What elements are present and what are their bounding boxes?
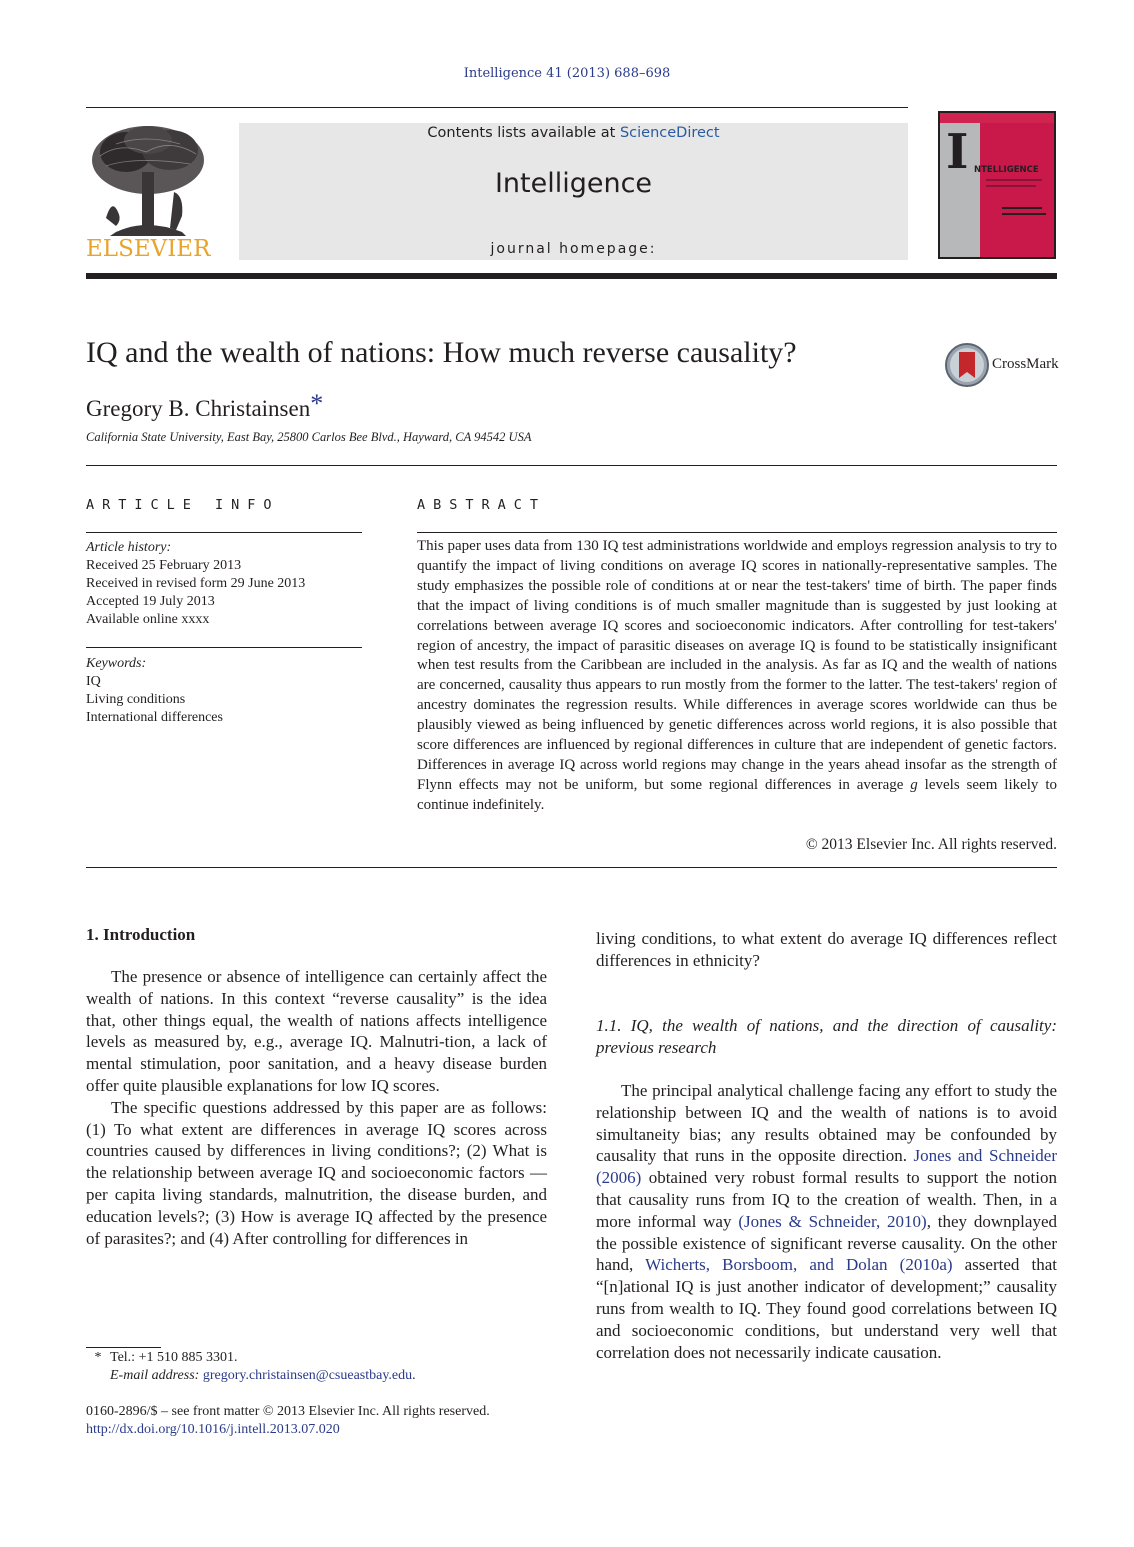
section-rule <box>86 465 1057 466</box>
footnote-rule <box>86 1347 161 1348</box>
history-online: Available online xxxx <box>86 612 210 627</box>
journal-homepage[interactable]: journal homepage: <box>490 241 657 257</box>
header-rule <box>86 107 908 108</box>
email-label: E-mail address: <box>110 1368 200 1383</box>
front-matter <box>86 1403 490 1439</box>
footnote-tel-text: Tel.: +1 510 885 3301. <box>110 1350 238 1365</box>
p3-text: , they downplayed the possible existence of significant reverse causality. On the other hand, <box>596 1211 1057 1275</box>
intro-paragraph-1: The presence or absence of intelligence can certainly affect the wealth of nations. In this context “reverse causality” is the idea that, other things equal, the wealth of nations affects intelligence levels as measured by, e.g., average IQ. Malnutri-tion, a lack of mental stimulation, poor sanitation, and a heavy disease burden offer quite plausible explanations for low IQ scores. <box>86 967 547 1095</box>
article-title: IQ and the wealth of nations: How much reverse causality? <box>86 336 797 369</box>
p3-text: The principal analytical challenge facing any effort to study the relationship between IQ and the wealth of nations is to avoid simultaneity bias; any results obtained may be confounded by causality that runs in the opposite direction. <box>596 1081 1057 1166</box>
abstract-text-end: levels seem likely to continue indefinitely. <box>417 776 1057 813</box>
article-info-heading: ARTICLE INFO <box>86 497 280 513</box>
header-thick-rule <box>86 273 1057 279</box>
contents-prefix: Contents lists available at <box>427 125 620 141</box>
article-history-label: Article history: <box>86 540 172 555</box>
cover-red-panel <box>980 123 1054 257</box>
journal-reference-link[interactable]: Intelligence 41 (2013) 688–698 <box>463 66 671 81</box>
footnote-tel <box>86 1349 416 1367</box>
keyword-item: International differences <box>86 710 223 725</box>
article-info-rule <box>86 532 362 533</box>
abstract-text-main: This paper uses data from 130 IQ test administrations worldwide and employs regression analysis to try to quantify the impact of living conditions on average IQ scores in nationally-representative samples. The study emphasizes the possible role of conditions at or near the test-takers' time of birth. The paper finds that the impact of living conditions is of much smaller magnitude than is suggested by just looking at correlations between average IQ scores and socioeconomic indicators. After controlling for test-takers' region of ancestry, the impact of parasitic diseases on average IQ is found to be statistically insignificant when test results from the Caribbean are included in the analysis. As far as IQ and the wealth of nations are concerned, causality thus appears to run mostly from the former to the latter. The test-takers' region of ancestry dominates the regression results. While differences in average scores worldwide can thus be plausibly viewed as being influenced by genetic differences across world regions, it is also possible that score differences are influenced by regional differences in culture that are independent of genetic factors. Differences in average IQ across world regions may change in the years ahead insofar as the strength of Flynn effects may not be uniform, but some regional differences in average <box>417 538 1057 793</box>
email-link[interactable]: gregory.christainsen@csueastbay.edu <box>202 1368 413 1383</box>
doi-link[interactable]: http://dx.doi.org/10.1016/j.intell.2013.07.020 <box>86 1422 340 1437</box>
intro-paragraph-3 <box>596 1080 1057 1363</box>
keyword-item: IQ <box>86 674 101 689</box>
keywords <box>86 655 362 727</box>
footnote-email <box>86 1367 416 1385</box>
history-received: Received 25 February 2013 <box>86 558 242 573</box>
introduction-heading: 1. Introduction <box>86 925 196 944</box>
elsevier-wordmark: ELSEVIER <box>86 236 211 262</box>
subsection-heading: 1.1. IQ, the wealth of nations, and the direction of causality: previous research <box>596 1016 1057 1057</box>
abstract-text <box>417 537 1057 816</box>
footnote <box>86 1349 416 1385</box>
article-history <box>86 539 362 629</box>
history-revised: Received in revised form 29 June 2013 <box>86 576 306 591</box>
footnote-star: * <box>94 1350 102 1365</box>
keyword-item: Living conditions <box>86 692 186 707</box>
history-accepted: Accepted 19 July 2013 <box>86 594 215 609</box>
sciencedirect-link[interactable]: ScienceDirect <box>619 125 720 141</box>
p3-text: asserted that “[n]ational IQ is just another indicator of development;” causality runs from wealth to IQ. They found good correlations between IQ and socioeconomic conditions, but understand very well that correlation does not necessarily indicate causation. <box>596 1255 1057 1362</box>
author-footnote-link[interactable]: * <box>310 389 324 418</box>
abstract-g-symbol: g <box>910 776 918 793</box>
contents-line <box>239 125 908 141</box>
author-affiliation: California State University, East Bay, 25800 Carlos Bee Blvd., Hayward, CA 94542 USA <box>86 430 532 444</box>
body-column-right <box>596 1080 1057 1363</box>
keywords-rule <box>86 647 362 648</box>
abstract-rule <box>417 532 1057 533</box>
crossmark-icon <box>944 342 990 388</box>
journal-name: Intelligence <box>494 168 653 199</box>
body-column-left <box>86 966 547 1249</box>
abstract-heading: ABSTRACT <box>417 497 547 513</box>
section-rule <box>86 867 1057 868</box>
abstract-copyright: © 2013 Elsevier Inc. All rights reserved. <box>805 836 1057 853</box>
intro-paragraph-2: The specific questions addressed by this paper are as follows: (1) To what extent are differences in average IQ scores across countries caused by differences in living conditions?; (2) What is the relationship between average IQ and socioeconomic factors — per capita living standards, malnutrition, the disease burden, and education levels?; (3) How is average IQ affected by the presence of parasites?; and (4) After controlling for differences in <box>86 1097 547 1248</box>
issn-line: 0160-2896/$ – see front matter © 2013 Elsevier Inc. All rights reserved. <box>86 1404 490 1419</box>
citation-link[interactable]: Jones and Schneider (2006) <box>596 1146 1057 1188</box>
journal-cover-thumbnail <box>938 111 1056 259</box>
citation-link[interactable]: Wicherts, Borsboom, and Dolan (2010a) <box>645 1255 953 1275</box>
crossmark-label: CrossMark <box>992 356 1059 372</box>
body-column-right-continuation: living conditions, to what extent do average IQ differences reflect differences in ethnicity? <box>596 929 1057 970</box>
cover-title: NTELLIGENCE <box>974 165 1039 175</box>
cover-letter: I <box>946 124 969 180</box>
p3-text: obtained very robust formal results to support the notion that causality runs from IQ to the creation of wealth. Then, in a more informal way <box>596 1168 1057 1231</box>
author-text: Gregory B. Christainsen <box>86 396 311 421</box>
email-end: . <box>412 1368 416 1383</box>
author-name <box>86 389 323 422</box>
keywords-label: Keywords: <box>86 656 147 671</box>
citation-link[interactable]: (Jones & Schneider, 2010) <box>738 1211 927 1231</box>
crossmark-badge[interactable] <box>944 342 1064 388</box>
